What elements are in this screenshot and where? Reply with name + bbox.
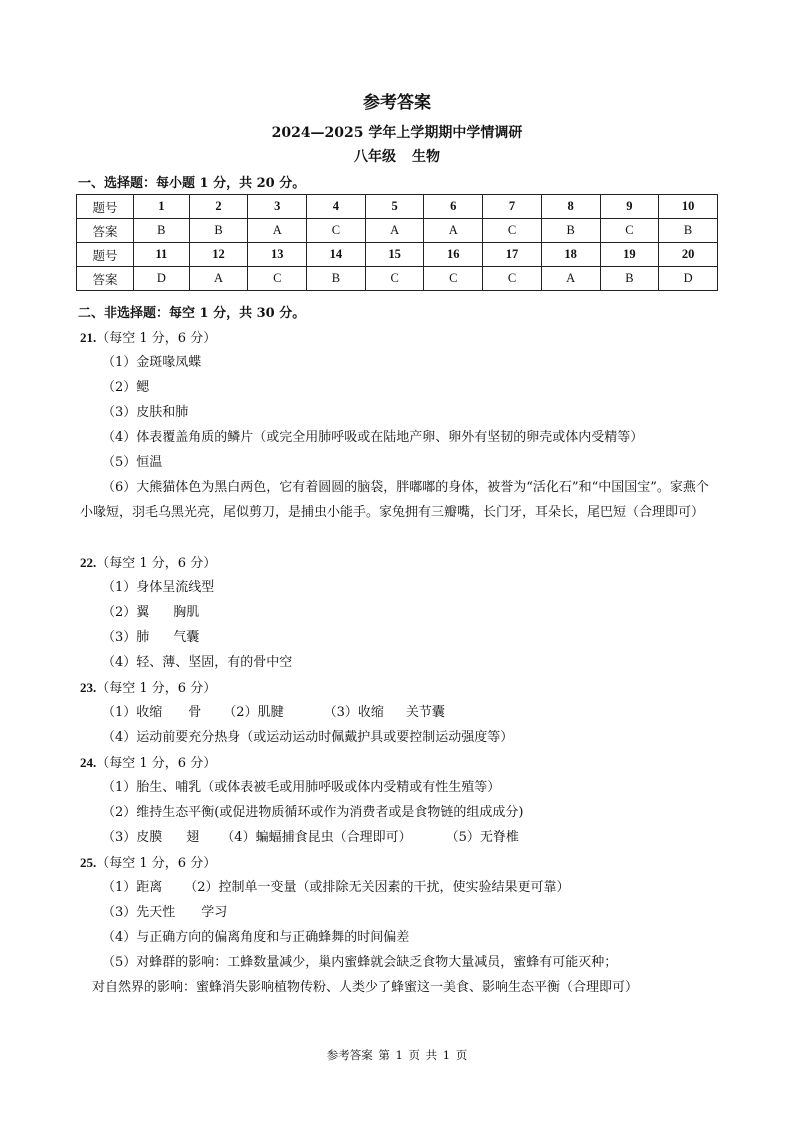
table-row-question-numbers — [77, 243, 718, 267]
question-number: 22. — [80, 555, 97, 570]
answer-22-2: （2）翼 胸肌 — [102, 605, 200, 620]
grade-label: 八年级 — [354, 149, 396, 165]
question-number-cell: 6 — [424, 195, 483, 219]
answer-cell: B — [541, 219, 600, 243]
answer-cell: A — [424, 219, 483, 243]
question-number-cell: 18 — [541, 243, 600, 267]
page-title: 参考答案 — [363, 93, 431, 113]
answer-25-5: （5）对蜂群的影响：工蜂数量减少，巢内蜜蜂就会缺乏食物大量减员，蜜蜂有可能灭种； — [102, 955, 618, 970]
answer-21-5: （5）恒温 — [102, 455, 163, 470]
answer-21-4: （4）体表覆盖角质的鳞片（或完全用肺呼吸或在陆地产卵、卵外有坚韧的卵壳或体内受精等） — [102, 430, 644, 445]
question-number: 25. — [80, 855, 97, 870]
question-number-cell: 2 — [189, 195, 248, 219]
question-number-cell: 19 — [600, 243, 659, 267]
answer-cell: C — [600, 219, 659, 243]
answer-cell: C — [483, 267, 542, 291]
table-row-question-numbers — [77, 195, 718, 219]
answer-cell: B — [134, 219, 190, 243]
exam-title: 2024—2025 学年上学期期中学情调研 — [271, 125, 523, 141]
answer-23-4: （4）运动前要充分热身（或运动运动时佩戴护具或要控制运动强度等） — [102, 730, 514, 745]
row-label-answer: 答案 — [77, 219, 134, 243]
answer-cell: C — [365, 267, 424, 291]
answer-24-2: （2）维持生态平衡(或促进物质循环或作为消费者或是食物链的组成成分) — [102, 805, 524, 820]
question-number-cell: 11 — [134, 243, 190, 267]
answer-cell: D — [134, 267, 190, 291]
row-label-question-number: 题号 — [77, 243, 134, 267]
answer-22-4: （4）轻、薄、坚固，有的骨中空 — [102, 655, 293, 670]
answer-cell: B — [659, 219, 718, 243]
question-score-note: （每空 1 分，6 分） — [96, 756, 217, 771]
answer-25-4: （4）与正确方向的偏离角度和与正确蜂舞的时间偏差 — [102, 930, 410, 945]
section-2-title: 二、非选择题：每空 1 分，共 30 分。 — [78, 306, 306, 321]
question-score-note: （每空 1 分，6 分） — [96, 856, 217, 871]
question-score-note: （每空 1 分，6 分） — [96, 331, 217, 346]
question-score-note: （每空 1 分，6 分） — [96, 681, 217, 696]
subject-label: 生物 — [412, 149, 440, 165]
answer-22-1: （1）身体呈流线型 — [102, 580, 215, 595]
answer-25-3: （3）先天性 学习 — [102, 905, 228, 920]
question-number-cell: 10 — [659, 195, 718, 219]
answer-22-3: （3）肺 气囊 — [102, 630, 200, 645]
answer-25-1-2: （1）距离 （2）控制单一变量（或排除无关因素的干扰，使实验结果更可靠） — [102, 880, 570, 895]
answer-cell: C — [424, 267, 483, 291]
question-number-cell: 12 — [189, 243, 248, 267]
answer-cell: A — [189, 267, 248, 291]
answer-cell: A — [541, 267, 600, 291]
answer-cell: B — [600, 267, 659, 291]
question-number-cell: 13 — [248, 243, 307, 267]
answer-cell: A — [248, 219, 307, 243]
question-number-cell: 5 — [365, 195, 424, 219]
question-number-cell: 14 — [307, 243, 366, 267]
answer-cell: A — [365, 219, 424, 243]
answer-table — [76, 194, 718, 291]
question-number-cell: 20 — [659, 243, 718, 267]
answer-21-2: （2）鳃 — [102, 380, 150, 395]
question-23-header — [80, 675, 720, 700]
question-number-cell: 8 — [541, 195, 600, 219]
question-22-header — [80, 550, 720, 575]
question-number-cell: 9 — [600, 195, 659, 219]
question-number: 23. — [80, 680, 97, 695]
question-number: 24. — [80, 755, 97, 770]
section-1-title: 一、选择题：每小题 1 分，共 20 分。 — [78, 176, 306, 191]
answer-24-1: （1）胎生、哺乳（或体表被毛或用肺呼吸或体内受精或有性生殖等） — [102, 780, 501, 795]
table-row-answers — [77, 219, 718, 243]
question-number-cell: 3 — [248, 195, 307, 219]
question-number: 21. — [80, 330, 97, 345]
question-21-header — [80, 325, 720, 350]
answer-cell: C — [248, 267, 307, 291]
answer-25-5-cont: 对自然界的影响：蜜蜂消失影响植物传粉、人类少了蜂蜜这一美食、影响生态平衡（合理即可） — [92, 980, 639, 995]
answer-21-3: （3）皮肤和肺 — [102, 405, 189, 420]
question-24-header — [80, 750, 720, 775]
row-label-answer: 答案 — [77, 267, 134, 291]
grade-subject — [0, 146, 794, 166]
question-number-cell: 16 — [424, 243, 483, 267]
table-row-answers — [77, 267, 718, 291]
answer-cell: B — [307, 267, 366, 291]
answer-cell: D — [659, 267, 718, 291]
question-number-cell: 17 — [483, 243, 542, 267]
question-score-note: （每空 1 分，6 分） — [96, 556, 217, 571]
question-number-cell: 1 — [134, 195, 190, 219]
answer-21-6: （6）大熊猫体色为黑白两色，它有着圆圆的脑袋，胖嘟嘟的身体，被誉为“活化石”和“中国国宝”。家燕个小喙短，羽毛乌黑光亮，尾似剪刀，是捕虫小能手。家兔拥有三瓣嘴，长门牙，耳朵长，尾巴短（合理即可） — [80, 480, 709, 520]
answer-23-1-3: （1）收缩 骨 （2）肌腱 （3）收缩 关节囊 — [102, 705, 445, 720]
question-number-cell: 4 — [307, 195, 366, 219]
answer-cell: B — [189, 219, 248, 243]
question-number-cell: 7 — [483, 195, 542, 219]
answer-21-1: （1）金斑喙凤蝶 — [102, 355, 202, 370]
answer-cell: C — [307, 219, 366, 243]
question-number-cell: 15 — [365, 243, 424, 267]
answer-24-3-5: （3）皮膜 翅 （4）蝙蝠捕食昆虫（合理即可） （5）无脊椎 — [102, 830, 519, 845]
question-25-header — [80, 850, 720, 875]
answer-cell: C — [483, 219, 542, 243]
free-response-answers — [80, 325, 720, 1000]
page-footer: 参考答案 第 1 页 共 1 页 — [326, 1048, 468, 1062]
row-label-question-number: 题号 — [77, 195, 134, 219]
